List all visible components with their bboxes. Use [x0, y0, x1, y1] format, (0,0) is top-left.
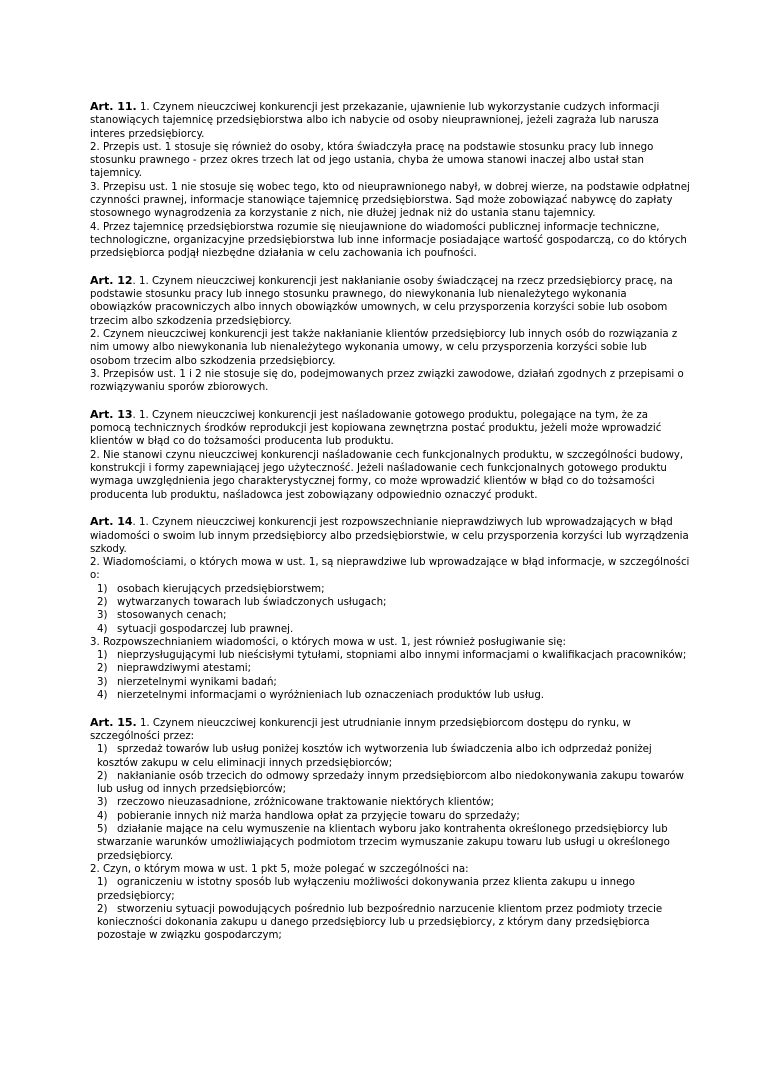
item-number: 5): [97, 824, 108, 836]
item-text: działanie mające na celu wymuszenie na klientach wyboru jako kontrahenta określonego przedsiębiorcy lub stwarzanie warunków umożliwiających podmiotom trzecim wymuszanie zakupu towaru lub usługi u określonego przedsiębiorcy.: [97, 824, 670, 862]
item-text: stworzeniu sytuacji powodujących pośrednio lub bezpośrednio narzucenie klientom przez podmioty trzecie konieczności dokonania zakupu u danego przedsiębiorcy lub u przedsiębiorcy, z którym dany przedsiębiorca pozostaje w związku gospodarczym;: [97, 903, 663, 942]
item-text: nakłanianie osób trzecich do odmowy sprzedaży innym przedsiębiorcom albo niedokonywania zakupu towarów lub usług od innych przedsiębiorców;: [97, 770, 684, 796]
list-item: [90, 583, 690, 596]
item-text: sytuacji gospodarczej lub prawnej.: [117, 623, 294, 635]
item-number: 3): [97, 797, 108, 809]
paragraph-text: . 1. Czynem nieuczciwej konkurencji jest rozpowszechnianie nieprawdziwych lub wprowadzających w błąd wiadomości o swoim lub innym przedsiębiorcy albo przedsiębiorstwie, w celu przysporzenia korzyści lub wyrządzenia szkody.: [90, 517, 689, 555]
article-11-para-3: 3. Przepisu ust. 1 nie stosuje się wobec tego, kto od nieuprawnionego nabył, w dobrej wierze, na podstawie odpłatnej czynności prawnej, informacje stanowiące tajemnicę przedsiębiorstwa. Sąd może zobowiązać nabywcę do zapłaty stosownego wynagrodzenia za korzystanie z nich, nie dłużej jednak niż do ustania stanu tajemnicy.: [90, 181, 690, 220]
article-11-para-2: 2. Przepis ust. 1 stosuje się również do osoby, która świadczyła pracę na podstawie stosunku pracy lub innego stosunku prawnego - przez okres trzech lat od jego ustania, chyba że umowa stanowi inaczej albo ustał stan tajemnicy.: [90, 141, 654, 180]
item-number: 3): [97, 610, 108, 622]
article-label: Art. 12: [90, 273, 133, 287]
list-item: [90, 623, 690, 636]
article-13-para-1: [90, 408, 690, 449]
list-item: [90, 689, 690, 702]
article-15-para-2: 2. Czyn, o którym mowa w ust. 1 pkt 5, może polegać w szczególności na:: [90, 863, 469, 875]
article-14-para-3: 3. Rozpowszechnianiem wiadomości, o których mowa w ust. 1, jest również posługiwanie się:: [90, 636, 566, 648]
article-14-para-2: 2. Wiadomościami, o których mowa w ust. 1, są nieprawdziwe lub wprowadzające w błąd informacje, w szczególności o:: [90, 557, 690, 582]
article-15-para-2-list: [90, 876, 690, 942]
article-label: Art. 14: [90, 515, 133, 529]
item-text: nieprawdziwymi atestami;: [117, 663, 252, 675]
list-item: [90, 662, 690, 675]
article-14-para-2-list: [90, 583, 690, 636]
article-14-para-1: [90, 515, 690, 556]
article-15-para-1: [90, 716, 690, 744]
article-11-para-1: [90, 100, 690, 141]
article-15: [90, 716, 690, 943]
paragraph-text: . 1. Czynem nieuczciwej konkurencji jest naśladowanie gotowego produktu, polegające na tym, że za pomocą technicznych środków reprodukcji jest kopiowana zewnętrzna postać produktu, jeżeli może wprowadzić klientów w błąd co do tożsamości producenta lub produktu.: [90, 409, 662, 448]
list-item: [90, 823, 690, 863]
item-text: wytwarzanych towarach lub świadczonych usługach;: [117, 596, 387, 608]
article-12-para-2: 2. Czynem nieuczciwej konkurencji jest także nakłanianie klientów przedsiębiorcy lub innych osób do rozwiązania z nim umowy albo niewykonania lub nienależytego wykonania umowy, w celu przysporzenia korzyści sobie lub osobom trzecim albo szkodzenia przedsiębiorcy.: [90, 329, 678, 367]
item-text: ograniczeniu w istotny sposób lub wyłączeniu możliwości dokonywania przez klienta zakupu u innego przedsiębiorcy;: [97, 877, 636, 902]
list-item: [90, 609, 690, 622]
item-text: pobieranie innych niż marża handlowa opłat za przyjęcie towaru do sprzedaży;: [117, 810, 520, 822]
list-item: [90, 770, 690, 797]
item-number: 4): [97, 623, 108, 635]
list-item: [90, 676, 690, 689]
list-item: [90, 596, 690, 609]
item-text: sprzedaż towarów lub usług poniżej kosztów ich wytworzenia lub świadczenia albo ich odprzedaż poniżej kosztów zakupu w celu eliminacji innych przedsiębiorców;: [97, 744, 652, 769]
article-11: [90, 100, 690, 261]
article-11-para-4: 4. Przez tajemnicę przedsiębiorstwa rozumie się nieujawnione do wiadomości publicznej informacje techniczne, technologiczne, organizacyjne przedsiębiorstwa lub inne informacje posiadające wartość gospodarczą, co do których przedsiębiorca podjął niezbędne działania w celu zachowania ich poufności.: [90, 221, 687, 260]
list-item: [90, 810, 690, 823]
article-label: Art. 15.: [90, 715, 137, 729]
item-text: rzeczowo nieuzasadnione, zróżnicowane traktowanie niektórych klientów;: [117, 797, 495, 809]
list-item: [90, 649, 690, 662]
paragraph-text: 1. Czynem nieuczciwej konkurencji jest utrudnianie innym przedsiębiorcom dostępu do rynku, w szczególności przez:: [90, 717, 631, 742]
paragraph-text: . 1. Czynem nieuczciwej konkurencji jest nakłanianie osoby świadczącej na rzecz przedsiębiorcy pracę, na podstawie stosunku pracy lub innego stosunku prawnego, do niewykonania lub nienależytego wykonania obowiązków pracowniczych albo innych obowiązków umownych, w celu przysporzenia korzyści sobie lub osobom trzecim albo szkodzenia przedsiębiorcy.: [90, 275, 673, 327]
item-number: 1): [97, 744, 108, 756]
list-item: [90, 743, 690, 770]
item-number: 1): [97, 877, 108, 889]
list-item: [90, 796, 690, 809]
article-12-para-3: 3. Przepisów ust. 1 i 2 nie stosuje się do, podejmowanych przez związki zawodowe, działań zgodnych z przepisami o rozwiązywaniu sporów zbiorowych.: [90, 368, 684, 394]
article-13-para-2: 2. Nie stanowi czynu nieuczciwej konkurencji naśladowanie cech funkcjonalnych produktu, w szczególności budowy, konstrukcji i formy zapewniającej jego użyteczność. Jeżeli naśladowanie cech funkcjonalnych gotowego produktu wymaga uwzględnienia jego charakterystycznej formy, co może wprowadzić klientów w błąd co do tożsamości producenta lub produktu, naśladowca jest zobowiązany odpowiednio oznaczyć produkt.: [90, 449, 684, 501]
document-page: [90, 100, 690, 956]
list-item: [90, 876, 690, 903]
list-item: [90, 903, 690, 943]
item-number: 1): [97, 583, 108, 595]
item-number: 1): [97, 650, 108, 662]
item-number: 2): [97, 663, 108, 675]
item-number: 2): [97, 770, 108, 782]
item-text: nieprzysługującymi lub nieścisłymi tytułami, stopniami albo innymi informacjami o kwalifikacjach pracowników;: [117, 650, 687, 662]
article-15-para-1-list: [90, 743, 690, 863]
item-number: 4): [97, 690, 108, 702]
article-13: [90, 408, 690, 502]
article-label: Art. 11.: [90, 100, 137, 113]
article-14: [90, 515, 690, 702]
item-text: osobach kierujących przedsiębiorstwem;: [117, 583, 325, 595]
item-text: nierzetelnymi wynikami badań;: [117, 676, 277, 688]
item-text: stosowanych cenach;: [117, 610, 227, 622]
article-12-para-1: [90, 274, 690, 328]
article-12: [90, 274, 690, 395]
item-number: 2): [97, 903, 108, 915]
item-number: 2): [97, 596, 108, 608]
item-number: 3): [97, 676, 108, 688]
paragraph-text: 1. Czynem nieuczciwej konkurencji jest przekazanie, ujawnienie lub wykorzystanie cudzych informacji stanowiących tajemnicę przedsiębiorstwa albo ich nabycie od osoby nieuprawnionej, jeżeli zagraża lub narusza interes przedsiębiorcy.: [90, 102, 660, 140]
article-label: Art. 13: [90, 407, 133, 421]
article-14-para-3-list: [90, 649, 690, 702]
item-number: 4): [97, 810, 108, 822]
item-text: nierzetelnymi informacjami o wyróżnieniach lub oznaczeniach produktów lub usług.: [117, 690, 545, 702]
